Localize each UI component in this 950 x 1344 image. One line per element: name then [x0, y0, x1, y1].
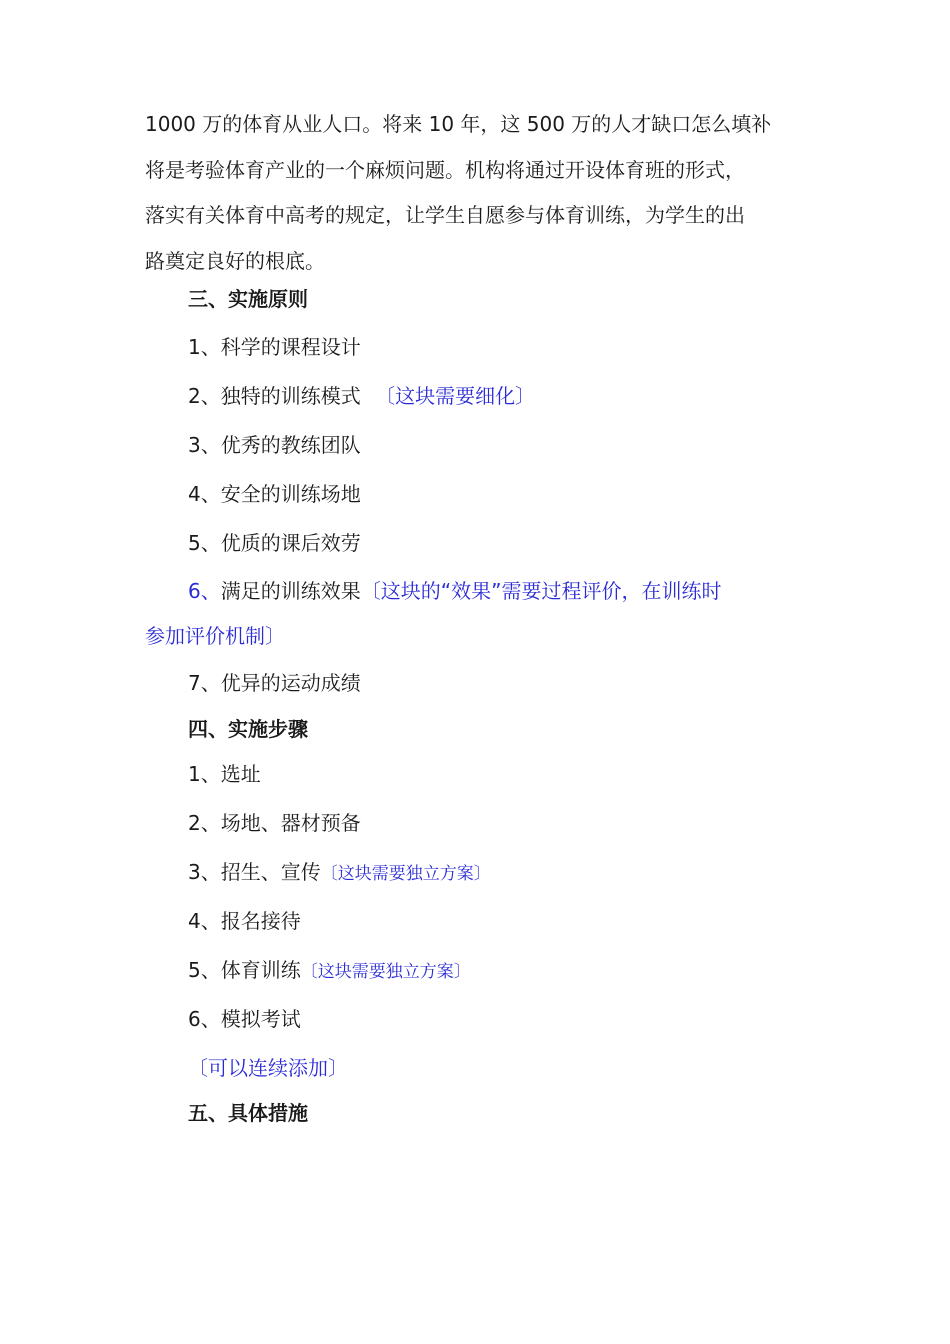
step-item: 2、场地、器材预备	[188, 811, 361, 835]
step-item: 1、选址	[188, 762, 261, 786]
principle-item: 1、科学的课程设计	[188, 335, 361, 359]
step-item-label: 5、体育训练	[188, 958, 301, 982]
annotation-note: 〔这块的“效果”需要过程评价，在训练时	[360, 579, 722, 603]
annotation-note-continued: 参加评价机制〕	[145, 624, 285, 648]
principle-item-number: 6、	[188, 579, 221, 603]
intro-line: 1000 万的体育从业人口。将来 10 年，这 500 万的人才缺口怎么填补	[145, 112, 772, 136]
step-item-label: 3、招生、宣传	[188, 860, 321, 884]
principle-item-wrapped	[145, 569, 825, 659]
intro-line: 路奠定良好的根底。	[145, 248, 325, 273]
annotation-note: 〔可以连续添加〕	[188, 1056, 348, 1080]
section-heading-principles: 三、实施原则	[188, 287, 308, 311]
principle-item: 7、优异的运动成绩	[188, 671, 361, 695]
principle-item	[188, 382, 535, 410]
principle-item: 4、安全的训练场地	[188, 482, 361, 506]
annotation-note: 〔这块需要独立方案〕	[320, 864, 491, 884]
step-item: 4、报名接待	[188, 909, 301, 933]
section-heading-measures: 五、具体措施	[188, 1101, 308, 1125]
intro-line: 落实有关体育中高考的规定，让学生自愿参与体育训练，为学生的出	[145, 203, 745, 227]
principle-item-label: 2、独特的训练模式	[188, 384, 361, 408]
principle-item: 3、优秀的教练团队	[188, 433, 361, 457]
step-item: 6、模拟考试	[188, 1007, 301, 1031]
intro-paragraph	[145, 102, 825, 284]
section-heading-steps: 四、实施步骤	[188, 717, 308, 741]
principle-item: 5、优质的课后效劳	[188, 531, 361, 555]
principle-item-label: 满足的训练效果	[220, 579, 361, 603]
annotation-note: 〔这块需要细化〕	[375, 384, 536, 408]
intro-line: 将是考验体育产业的一个麻烦问题。机构将通过开设体育班的形式，	[145, 157, 745, 182]
annotation-note: 〔这块需要独立方案〕	[300, 962, 471, 982]
step-item	[188, 858, 491, 888]
step-item	[188, 956, 471, 986]
